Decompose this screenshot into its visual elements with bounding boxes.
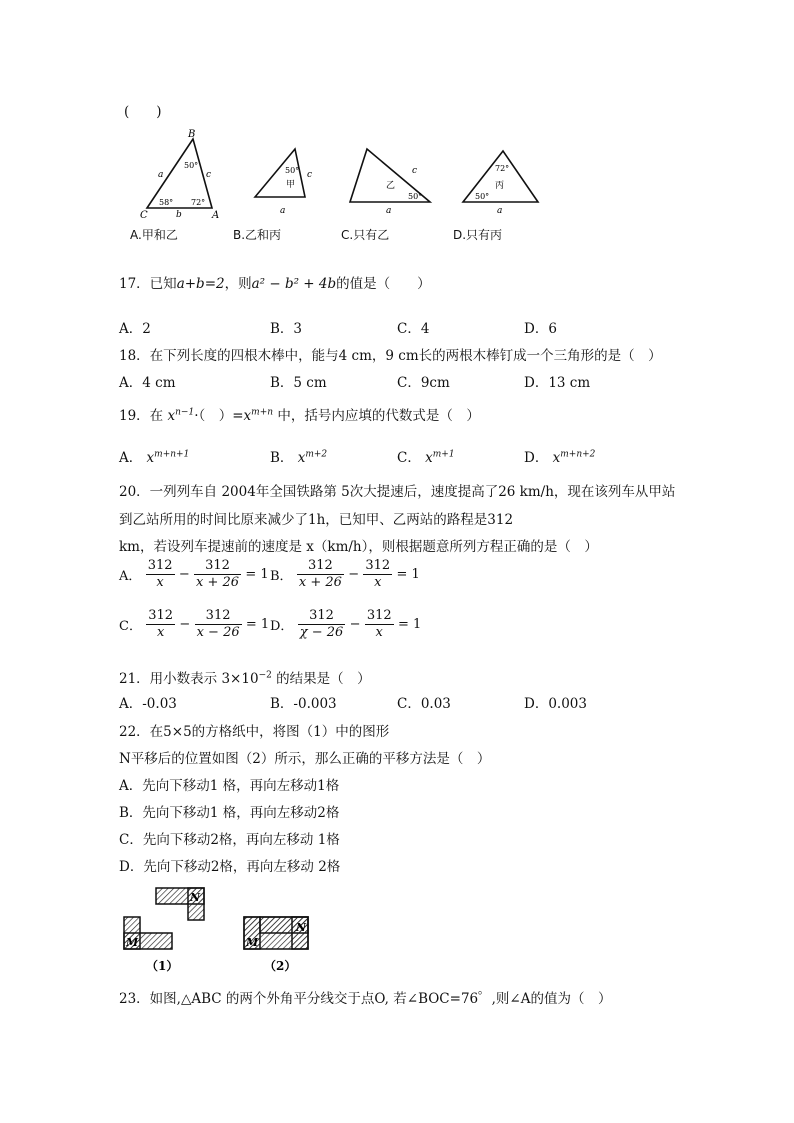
- angle-a: 72°: [191, 198, 206, 207]
- q18-option-c[interactable]: C．9cm: [397, 375, 450, 391]
- label-c: C: [140, 210, 148, 221]
- q20-line-1: 20．一列列车自 2004年全国铁路第 5次大提速后，速度提高了26 km/h，现在该列车从甲站: [119, 484, 676, 500]
- bing-angle-top: 72°: [495, 164, 510, 173]
- q20-line-3: km，若设列车提速前的速度是 x（km/h），则根据题意所列方程正确的是（ ）: [119, 539, 598, 555]
- q20-option-c[interactable]: C． $\frac{312}{x}$ − $\frac{312}{x - 26}$ = 1: [119, 608, 270, 640]
- q19-option-b[interactable]: B． $x^{m+2}$: [270, 449, 328, 466]
- q21-stem: 21．用小数表示 $3\times 10^{-2}$ 的结果是（ ）: [119, 670, 371, 687]
- yi-angle: 50°: [408, 192, 423, 201]
- q19-lhs-exp: n−1: [175, 407, 195, 418]
- yi-side-a: a: [386, 206, 392, 216]
- q21-option-a[interactable]: A．-0.03: [119, 696, 177, 712]
- q17-stem: [119, 272, 431, 292]
- q20-option-a[interactable]: A． $\frac{312}{x}$ − $\frac{312}{x + 26}$ = 1: [119, 558, 269, 590]
- bing-name: 丙: [495, 181, 505, 191]
- q17-condition: a+b=2: [176, 276, 225, 292]
- q20-line-2: 到乙站所用的时间比原来减少了1h，已知甲、乙两站的路程是312: [119, 512, 514, 528]
- q19-lhs-base: x: [167, 408, 176, 424]
- fig1-caption: （1）: [146, 959, 179, 973]
- q16-paren: ( ): [124, 104, 162, 120]
- q16-option-b[interactable]: B.乙和丙: [233, 228, 282, 242]
- q18-stem: 18．在下列长度的四根木棒中，能与4 cm，9 cm长的两根木棒钉成一个三角形的是（ ）: [119, 348, 662, 364]
- yi-side-c: c: [412, 166, 418, 176]
- q21-option-b[interactable]: B．-0.003: [270, 696, 337, 712]
- q20-option-d[interactable]: D． $\frac{312}{\chi - 26}$ − $\frac{312}{x}$ = 1: [270, 608, 422, 640]
- side-b: b: [176, 210, 182, 220]
- q16-option-c[interactable]: C.只有乙: [341, 228, 390, 242]
- q19-option-c[interactable]: C． $x^{m+1}$: [397, 449, 455, 466]
- jia-side-c: c: [307, 170, 313, 180]
- q21-option-c[interactable]: C．0.03: [397, 696, 451, 712]
- angle-c: 58°: [159, 198, 174, 207]
- q17-option-a[interactable]: A．2: [119, 321, 151, 337]
- fig2-label-m: M: [246, 936, 259, 949]
- q22-option-b[interactable]: B．先向下移动1 格，再向左移动2格: [119, 805, 340, 821]
- q17-option-d[interactable]: D．6: [524, 321, 557, 337]
- q16-option-a[interactable]: A.甲和乙: [130, 228, 178, 242]
- q19-rhs-base: x: [243, 408, 252, 424]
- q22-option-d[interactable]: D．先向下移动2格，再向左移动 2格: [119, 859, 341, 875]
- fig2-caption: （2）: [264, 959, 297, 973]
- q17-expression: a² − b² + 4b: [251, 276, 337, 292]
- q17-stem-b: ，则: [224, 276, 252, 292]
- bing-angle-bl: 50°: [475, 192, 490, 201]
- q18-option-a[interactable]: A．4 cm: [119, 375, 176, 391]
- q22-line-2: N平移后的位置如图（2）所示，那么正确的平移方法是（ ）: [119, 751, 491, 767]
- q19-stem-a: 19．在: [119, 408, 164, 424]
- q20-option-b[interactable]: B． $\frac{312}{x + 26}$ − $\frac{312}{x}$ = 1: [270, 558, 420, 590]
- q19-stem-b: 中，括号内应填的代数式是（ ）: [277, 408, 480, 424]
- fig1-label-n: N: [190, 891, 201, 904]
- bing-side-a: a: [497, 206, 503, 216]
- q19-eq-mid: ·（ ）=: [194, 408, 244, 424]
- q17-stem-c: 的值是（ ）: [336, 276, 431, 292]
- triangle-yi: [350, 149, 430, 216]
- q22-grid-figures: [120, 885, 320, 975]
- q16-triangle-figures: [130, 125, 560, 225]
- q17-option-b[interactable]: B．3: [270, 321, 303, 337]
- q23-stem: 23．如图,△ABC 的两个外角平分线交于点O, 若∠BOC=76゜,则∠A的值为（ ）: [119, 991, 612, 1007]
- jia-angle: 50°: [285, 166, 300, 175]
- jia-name: 甲: [286, 180, 296, 190]
- q22-option-c[interactable]: C．先向下移动2格，再向左移动 1格: [119, 832, 340, 848]
- fig1-label-m: M: [126, 936, 139, 949]
- label-b: B: [188, 129, 196, 140]
- q16-option-d[interactable]: D.只有丙: [453, 228, 503, 242]
- q21-option-d[interactable]: D．0.003: [524, 696, 587, 712]
- triangle-bing: [463, 151, 538, 216]
- q19-option-d[interactable]: D． $x^{m+n+2}$: [524, 449, 596, 466]
- side-a: a: [158, 170, 164, 180]
- jia-side-a: a: [280, 206, 286, 216]
- yi-name: 乙: [386, 181, 396, 191]
- triangle-abc: [140, 129, 219, 221]
- q19-option-a[interactable]: A． $x^{m+n+1}$: [119, 449, 190, 466]
- q19-stem: [119, 404, 480, 424]
- q22-option-a[interactable]: A．先向下移动1 格，再向左移动1格: [119, 778, 340, 794]
- angle-b: 50°: [184, 161, 199, 170]
- figure-2: [244, 917, 308, 973]
- label-a: A: [212, 210, 220, 221]
- q18-option-b[interactable]: B．5 cm: [270, 375, 327, 391]
- q22-line-1: 22．在5×5的方格纸中，将图（1）中的图形: [119, 724, 390, 740]
- fig2-label-n: N: [296, 921, 307, 934]
- q18-option-d[interactable]: D．13 cm: [524, 375, 591, 391]
- q19-rhs-exp: m+n: [251, 407, 274, 418]
- q17-stem-a: 17．已知: [119, 276, 177, 292]
- figure-1: [124, 888, 204, 973]
- triangle-jia: [255, 149, 312, 216]
- side-c: c: [206, 170, 212, 180]
- q17-option-c[interactable]: C．4: [397, 321, 430, 337]
